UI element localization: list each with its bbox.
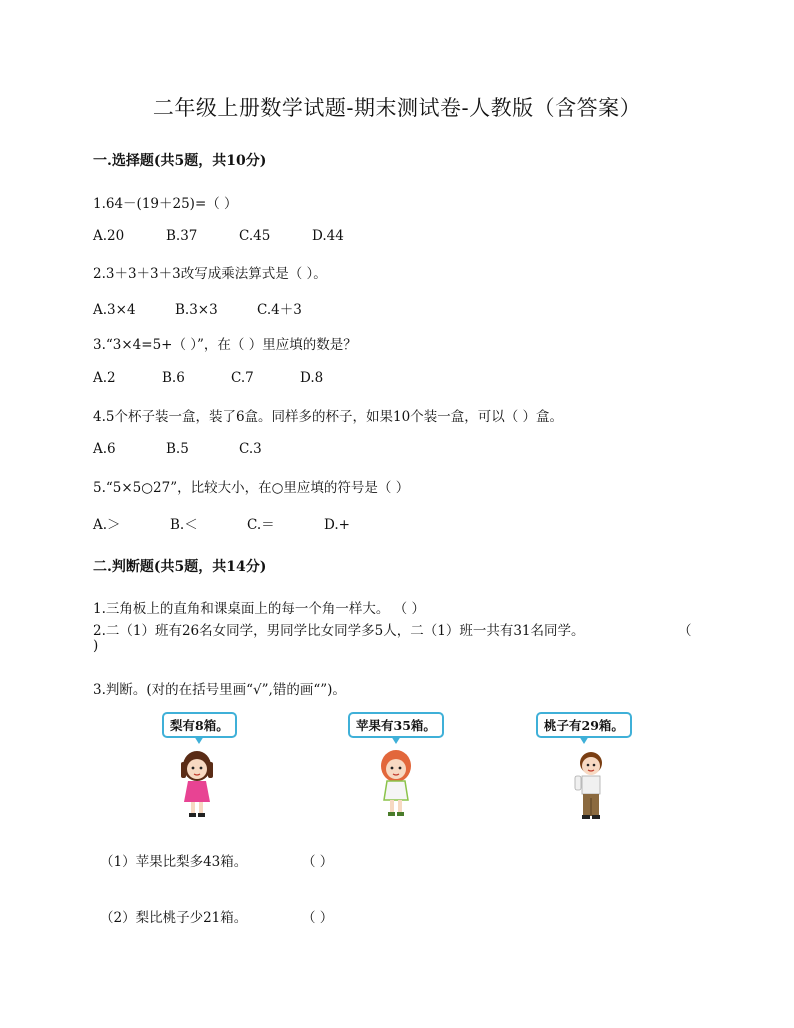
girl-figure-apple [346,712,456,822]
question-3: 3.“3×4=5+（ ）”，在（ ）里应填的数是？ [93,337,357,353]
option-b: B.5 [166,441,189,457]
option-d: D.+ [324,517,350,533]
girl-figure-pear [160,712,260,822]
question-2: 2.3＋3＋3＋3改写成乘法算式是（ ）。 [93,266,327,282]
option-b: B.3×3 [175,302,218,318]
option-c: C.45 [239,228,271,244]
judge-question-2-paren-open: （ [678,623,692,639]
question-4-options [93,441,262,457]
question-4: 4.5个杯子装一盒，装了6盒。同样多的杯子，如果10个装一盒，可以（ ）盒。 [93,409,564,425]
answer-blank-1[interactable]: （ ） [302,854,334,870]
girl-illustration [371,748,421,820]
speech-bubble-peach: 桃子有29箱。 [536,712,632,738]
option-b: B.6 [162,370,185,386]
speech-bubble-pear: 梨有8箱。 [162,712,237,738]
option-a: A.20 [93,228,125,244]
option-b: B.37 [166,228,198,244]
judge-question-2: 2.二（1）班有26名女同学，男同学比女同学多5人，二（1）班一共有31名同学。 [93,623,585,639]
judge-question-3: 3.判断。(对的在括号里画“√”,错的画“”)。 [93,682,346,698]
question-3-options [93,370,323,386]
sub-question-2: （2）梨比桃子少21箱。 [100,910,248,926]
option-b: B.＜ [170,517,198,533]
option-a: A.＞ [93,517,121,533]
option-a: A.2 [93,370,116,386]
answer-blank-2[interactable]: （ ） [302,910,334,926]
question-5-options [93,513,350,533]
section-1-heading: 一.选择题(共5题，共10分) [93,153,267,169]
section-2-heading: 二.判断题(共5题，共14分) [93,559,267,575]
option-a: A.6 [93,441,116,457]
sub-question-1: （1）苹果比梨多43箱。 [100,854,248,870]
speech-bubble-apple: 苹果有35箱。 [348,712,444,738]
judge-question-1: 1.三角板上的直角和课桌面上的每一个角一样大。 （ ） [93,601,425,617]
option-d: D.8 [300,370,324,386]
question-2-options [93,298,302,318]
girl-illustration [172,748,222,820]
option-d: D.44 [312,228,344,244]
boy-illustration [566,748,616,822]
option-c: C.＝ [247,517,275,533]
boy-figure-peach [536,712,646,822]
option-c: C.4＋3 [257,302,302,318]
option-a: A.3×4 [93,302,136,318]
option-c: C.7 [231,370,254,386]
question-1: 1.64－(19＋25)=（ ） [93,196,238,212]
question-5: 5.“5×5○27”，比较大小，在○里应填的符号是（ ） [93,480,410,496]
option-c: C.3 [239,441,262,457]
page-title: 二年级上册数学试题-期末测试卷-人教版（含答案） [152,96,642,120]
question-1-options [93,228,344,244]
judge-question-2-paren-close: ) [93,638,99,654]
